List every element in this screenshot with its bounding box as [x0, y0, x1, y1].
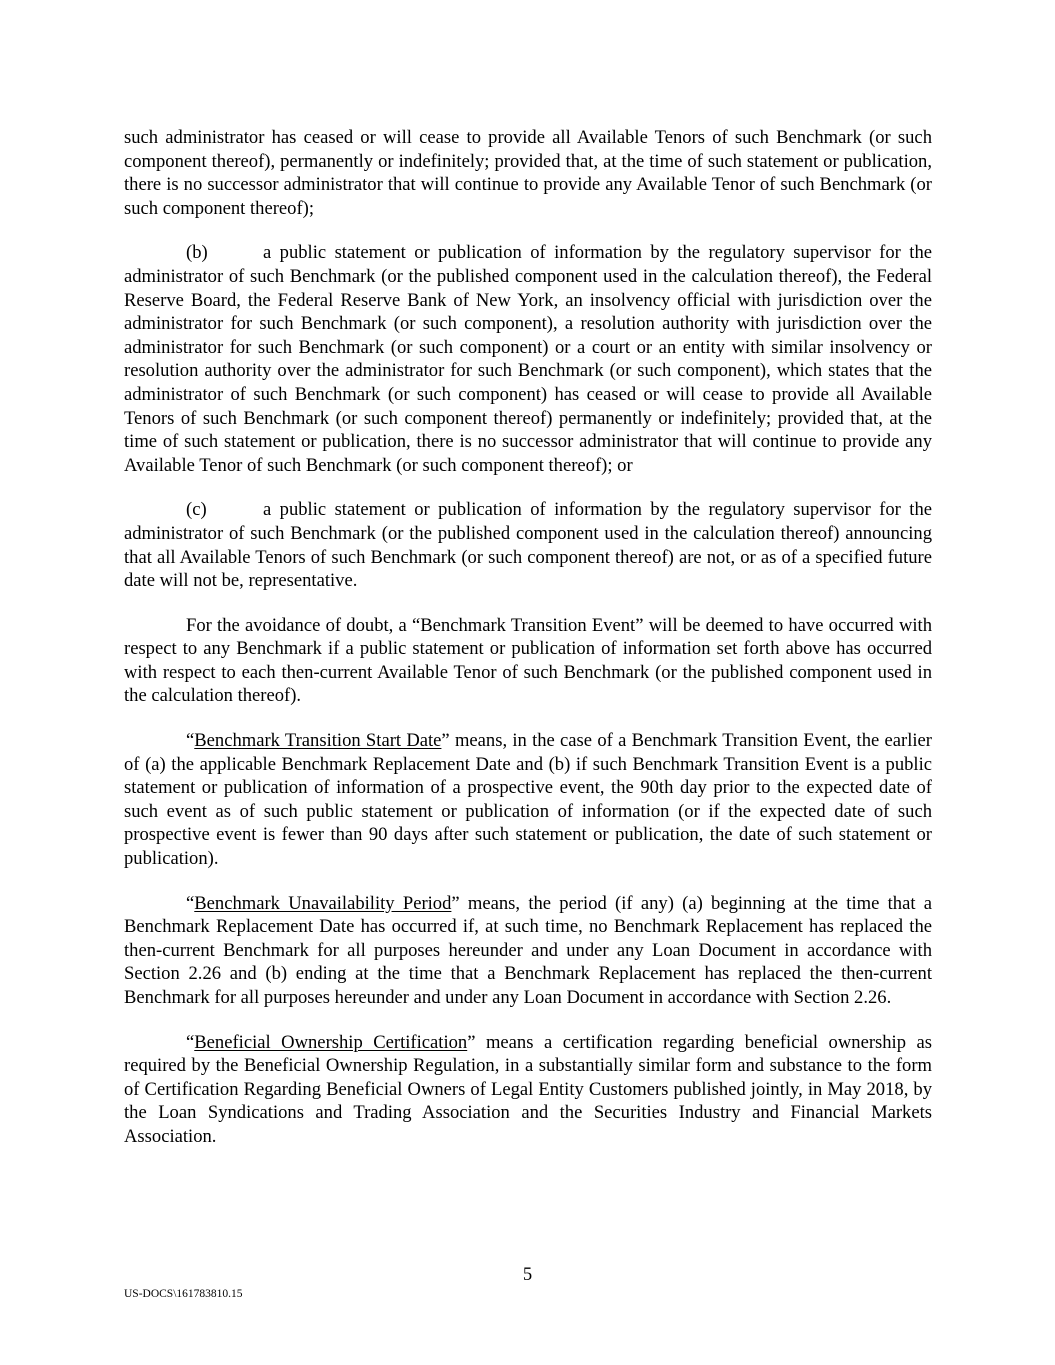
definition-text: ” means, the period (if any) (a) beginning at the time that a Benchmark Replacement Date has occurred if, at such time, no Benchmark Replacement has replaced the then-current Benchmark for all purposes hereunder and under any Loan Document in accordance with Section 2.26 and (b) ending at the time that a Benchmark Replacement has replaced the then-current Benchmark for all purposes hereunder and under any Loan Document in accordance with Section 2.26.	[124, 892, 932, 1008]
clause-label: (b)	[186, 242, 208, 264]
paragraph-continuation: such administrator has ceased or will cease to provide all Available Tenors of such Benchmark (or such component thereof), permanently or indefinitely; provided that, at the time of such statement or publication, there is no successor administrator that will continue to provide any Available Tenor of such Benchmark (or such component thereof);	[124, 127, 932, 219]
definition-text: ” means a certification regarding beneficial ownership as required by the Beneficial Ownership Regulation, in a substantially similar form and substance to the form of Certification Regarding Beneficial Owners of Legal Entity Customers published jointly, in May 2018, by the Loan Syndications and Trading Association and the Securities Industry and Financial Markets Association.	[124, 1031, 932, 1147]
clause-text: a public statement or publication of information by the regulatory supervisor for the administrator of such Benchmark (or the published component used in the calculation thereof) announcing that all Available Tenors of such Benchmark (or such component thereof) are not, or as of a specified future date will not be, representative.	[124, 499, 932, 592]
page-number: 5	[522, 1264, 533, 1285]
defined-term: Benchmark Unavailability Period	[194, 892, 452, 914]
clause-b	[124, 241, 932, 477]
open-quote: “	[186, 730, 195, 752]
open-quote: “	[186, 1031, 195, 1053]
definition-beneficial-ownership-certification	[124, 1031, 932, 1149]
clause-text: a public statement or publication of information by the regulatory supervisor for the administrator of such Benchmark (or the published component used in the calculation thereof), the Federal Reserve Board, the Federal Reserve Bank of New York, an insolvency official with jurisdiction over the administrator for such Benchmark (or such component), a resolution authority with jurisdiction over the administrator for such Benchmark (or such component) or a court or an entity with similar insolvency or resolution authority over the administrator for such Benchmark (or such component), which states that the administrator of such Benchmark (or such component) has ceased or will cease to provide all Available Tenors of such Benchmark (or such component thereof) permanently or indefinitely; provided that, at the time of such statement or publication, there is no successor administrator that will continue to provide any Available Tenor of such Benchmark (or such component thereof); or	[124, 242, 932, 476]
document-id: US-DOCS\161783810.15	[124, 1288, 243, 1300]
definition-benchmark-transition-start-date	[124, 729, 932, 871]
defined-term: Benchmark Transition Start Date	[194, 730, 442, 752]
definition-text: ” means, in the case of a Benchmark Transition Event, the earlier of (a) the applicable Benchmark Replacement Date and (b) if such Benchmark Transition Event is a public statement or publication of information of a prospective event, the 90th day prior to the expected date of such event as of such public statement or publication of information (or if the expected date of such prospective event is fewer than 90 days after such statement or publication, the date of such statement or publication).	[124, 730, 932, 870]
document-body	[124, 126, 932, 1170]
paragraph-avoidance-of-doubt: For the avoidance of doubt, a “Benchmark Transition Event” will be deemed to have occurred with respect to any Benchmark if a public statement or publication of information set forth above has occurred with respect to each then-current Available Tenor of such Benchmark (or the published component used in the calculation thereof).	[124, 614, 932, 707]
clause-label: (c)	[186, 499, 207, 521]
open-quote: “	[186, 892, 195, 914]
definition-benchmark-unavailability-period	[124, 892, 932, 1010]
defined-term: Beneficial Ownership Certification	[194, 1031, 468, 1053]
clause-c	[124, 498, 932, 592]
